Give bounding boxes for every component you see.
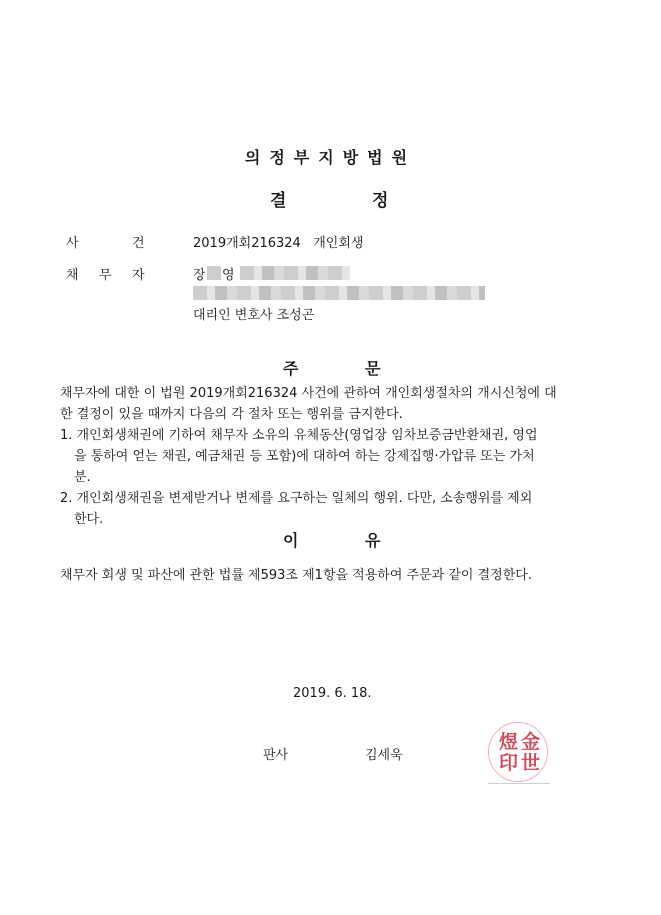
judge-title: 판사	[263, 748, 289, 763]
debtor-name-prefix: 장	[193, 268, 206, 283]
case-label-2: 건	[132, 236, 145, 251]
doc-type-right: 정	[372, 191, 389, 211]
redaction-block	[207, 266, 221, 280]
seal-glyph: 煜	[499, 731, 519, 753]
seal-underline	[488, 783, 550, 784]
redaction-block	[193, 286, 485, 300]
debtor-label-1: 채	[66, 268, 79, 283]
debtor-label-3: 자	[132, 268, 145, 283]
judge-name: 김세욱	[365, 748, 403, 763]
reason-text: 채무자 회생 및 파산에 관한 법률 제593조 제1항을 적용하여 주문과 같이 결정한다.	[60, 568, 532, 583]
judge-seal	[488, 722, 548, 782]
order-intro-line-2: 한 결정이 있을 때까지 다음의 각 절차 또는 행위를 금지한다.	[60, 407, 403, 422]
seal-icon	[489, 723, 547, 781]
order-intro-line-1: 채무자에 대한 이 법원 2019개회216324 사건에 관하여 개인회생절차의 개시신청에 대	[60, 386, 557, 401]
debtor-label-2: 무	[99, 268, 112, 283]
order-heading-right: 문	[365, 359, 381, 378]
order-item-1-line-3: 분.	[74, 470, 91, 485]
reason-heading-left: 이	[283, 531, 299, 550]
doc-type-left: 결	[270, 191, 287, 211]
redaction-block	[240, 266, 350, 280]
case-number: 2019개회216324 개인회생	[193, 236, 364, 251]
seal-glyph: 印	[499, 752, 519, 774]
debtor-agent: 대리인 변호사 조성곤	[193, 308, 315, 323]
order-heading-left: 주	[283, 359, 299, 378]
order-item-2-line-2: 한다.	[74, 512, 104, 527]
order-item-1-line-2: 을 통하여 얻는 채권, 예금채권 등 포함)에 대하여 하는 강제집행·가압류 또는 가처	[74, 449, 535, 464]
debtor-name-suffix: 영	[222, 268, 235, 283]
decision-date: 2019. 6. 18.	[293, 686, 372, 701]
order-item-2-line-1: 2. 개인회생채권을 변제받거나 변제를 요구하는 일체의 행위. 다만, 소송행위를 제외	[60, 491, 533, 506]
seal-glyph: 世	[521, 752, 541, 774]
order-item-1-line-1: 1. 개인회생채권에 기하여 채무자 소유의 유체동산(영업장 임차보증금반환채권, 영업	[60, 428, 538, 443]
reason-heading-right: 유	[365, 531, 381, 550]
seal-glyph: 金	[521, 731, 541, 753]
case-label-1: 사	[66, 236, 79, 251]
court-name: 의정부지방법원	[244, 148, 417, 167]
